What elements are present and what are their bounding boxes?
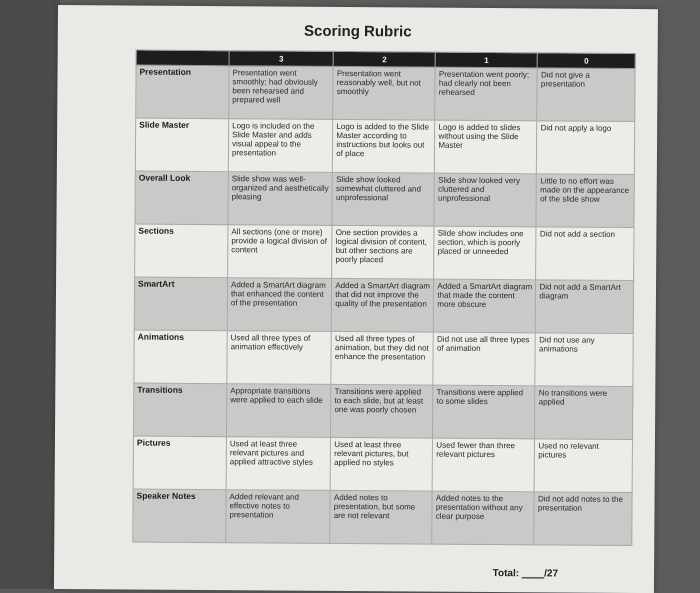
score-cell: Did not add a SmartArt diagram (536, 280, 634, 334)
criterion-cell: Presentation (136, 65, 229, 119)
rubric-table (132, 50, 635, 546)
header-cell: 2 (333, 51, 435, 67)
score-cell: Did not apply a logo (537, 121, 635, 175)
background-left (0, 0, 60, 589)
score-cell: Presentation went reasonably well, but not smoothly (333, 66, 435, 120)
score-cell: Used at least three relevant pictures, but applied no styles (330, 437, 432, 491)
header-cell: 0 (538, 53, 636, 69)
table-row (133, 489, 632, 545)
score-cell: Slide show looked very cluttered and unprofessional (434, 173, 536, 227)
table-row (135, 118, 634, 174)
score-cell: Logo is added to the Slide Master according to instructions but looks out of place (333, 119, 435, 173)
criterion-cell: Pictures (133, 436, 226, 490)
total-label: Total: (492, 568, 520, 580)
score-cell: Presentation went smoothly; had obviously been rehearsed and prepared well (229, 66, 334, 120)
score-cell: Used all three types of animation, but they did not enhance the presentation (331, 331, 433, 385)
total-blank: ____ (521, 568, 545, 580)
table-row (135, 171, 634, 227)
total-max: /27 (544, 568, 559, 580)
table-row (134, 330, 633, 386)
score-cell: Transitions were applied to each slide, but at least one was poorly chosen (331, 384, 433, 438)
score-cell: Slide show looked somewhat cluttered and unprofessional (332, 172, 434, 226)
score-cell: Added relevant and effective notes to presentation (226, 490, 331, 544)
rubric-paper (54, 5, 658, 593)
score-cell: Used no relevant pictures (535, 439, 633, 493)
criterion-cell: Slide Master (135, 118, 228, 172)
score-cell: Did not give a presentation (537, 68, 635, 122)
score-cell: Presentation went poorly; had clearly not been rehearsed (435, 67, 537, 121)
score-cell: Added a SmartArt diagram that made the content more obscure (434, 279, 536, 333)
header-cell: 3 (229, 51, 333, 67)
score-cell: Slide show was well-organized and aesthetically pleasing (228, 172, 333, 226)
table-row (133, 436, 632, 492)
score-cell: Did not add a section (536, 227, 634, 281)
score-cell: Used at least three relevant pictures and applied attractive styles (226, 437, 331, 491)
criterion-cell: Speaker Notes (133, 489, 226, 543)
score-cell: Used all three types of animation effectively (227, 331, 332, 385)
score-cell: Did not use all three types of animation (433, 332, 535, 386)
table-row (136, 65, 635, 121)
score-cell: One section provides a logical division of content, but other sections are poorly placed (332, 225, 434, 279)
header-cell: 1 (435, 52, 537, 68)
score-cell: All sections (one or more) provide a logical division of content (228, 225, 333, 279)
score-cell: No transitions were applied (535, 386, 633, 440)
score-cell: Appropriate transitions were applied to each slide (226, 384, 331, 438)
score-cell: Transitions were applied to some slides (433, 385, 535, 439)
criterion-cell: Animations (134, 330, 227, 384)
table-row (133, 383, 632, 439)
score-cell: Did not use any animations (535, 333, 633, 387)
criterion-cell: Sections (135, 224, 228, 278)
criterion-cell: Overall Look (135, 171, 228, 225)
score-cell: Logo is added to slides without using the Slide Master (435, 120, 537, 174)
score-cell: Did not add notes to the presentation (534, 492, 632, 546)
score-cell: Used fewer than three relevant pictures (432, 438, 534, 492)
page-title: Scoring Rubric (303, 22, 412, 41)
table-row (135, 224, 634, 280)
score-cell: Slide show includes one section, which is poorly placed or unneeded (434, 226, 536, 280)
score-cell: Added notes to the presentation without any clear purpose (432, 491, 534, 545)
score-cell: Added a SmartArt diagram that enhanced the content of the presentation (227, 278, 332, 332)
header-cell (136, 50, 229, 66)
score-cell: Added a SmartArt diagram that did not improve the quality of the presentation (332, 278, 434, 332)
score-cell: Logo is included on the Slide Master and adds visual appeal to the presentation (228, 119, 333, 173)
total-score (493, 568, 558, 579)
criterion-cell: Transitions (133, 383, 226, 437)
table-row (134, 277, 633, 333)
score-cell: Little to no effort was made on the appearance of the slide show (536, 174, 634, 228)
score-cell: Added notes to presentation, but some are not relevant (330, 490, 432, 544)
criterion-cell: SmartArt (134, 277, 227, 331)
